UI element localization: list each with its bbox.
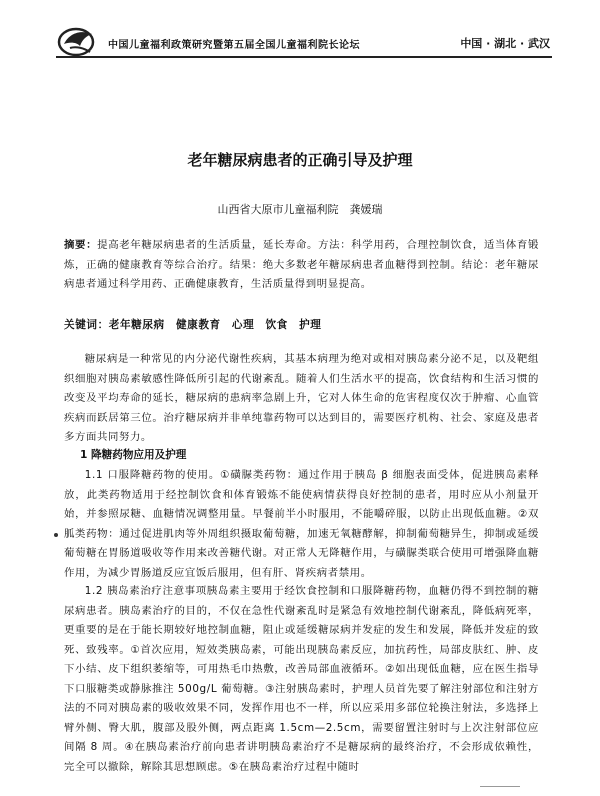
keywords-label: 关键词： <box>64 319 109 331</box>
article-title: 老年糖尿病患者的正确引导及护理 <box>187 151 413 169</box>
section-paragraph-insulin: 1.2 胰岛素治疗注意事项胰岛素主要用于经饮食控制和口服降糖药物，血糖仍得不到控制的糖尿病患者。胰岛素治疗的目的，不仅在急性代谢紊乱时是紧急有效地控制代谢紊乱，降低病死率，更重要的是在于能长期较好地控制血糖，阻止或延缓糖尿病并发症的发生和发展，降低并发症的致死、致残率。①首次应用，短效类胰岛素，可能出现胰岛素反应，加抗药性，局部皮肤红、肿、皮下小结、皮下组织萎缩等，可用热毛巾热敷，改善局部血液循环。②如出现低血糖，应在医生指导下口服糖类或静脉推注 500g/L 葡萄糖。③注射胰岛素时，护理人员首先要了解注射部位和注射方法的不同对胰岛素的吸收效果不同，发挥作用也不一样，所以应采用多部位轮换注射法，多选择上臂外侧、臀大肌，腹部及股外侧，两点距离 1.5cm—2.5cm，需要留置注射时与上次注射部位应间隔 8 周。④在胰岛素治疗前向患者讲明胰岛素治疗不是糖尿病的最终治疗，不会形成依赖性，完全可以撤除，解除其思想顾虑。⑤在胰岛素治疗过程中随时 <box>64 585 539 773</box>
page-header <box>56 30 556 56</box>
header-divider <box>56 56 552 58</box>
conference-title: 中国儿童福利政策研究暨第五届全国儿童福利院长论坛 <box>108 40 360 51</box>
section-heading: 1 降糖药物应用及护理 <box>80 449 187 461</box>
keywords <box>64 316 539 336</box>
keywords-text: 老年糖尿病 健康教育 心理 饮食 护理 <box>108 319 322 331</box>
abstract-label: 摘要： <box>64 239 98 251</box>
abstract-text: 提高老年糖尿病患者的生活质量，延长寿命。方法：科学用药，合理控制饮食，适当体育锻炼，正确的健康教育等综合治疗。结果：绝大多数老年糖尿病患者血糖得到控制。结论：老年糖尿病患者通过科学用药、正确健康教育，生活质量得到明显提高。 <box>64 239 539 290</box>
dove-bird-logo-icon <box>56 24 100 58</box>
page-footer-mark <box>480 786 520 793</box>
conference-location: 中国 · 湖北 · 武汉 <box>460 37 550 50</box>
margin-mark <box>54 533 58 537</box>
section-paragraph-oral-drugs: 1.1 口服降糖药物的使用。①磺脲类药物：通过作用于胰岛 β 细胞表面受体，促进胰岛素释放，此类药物适用于经控制饮食和体育锻炼不能使病情获得良好控制的患者，用时应从小剂量开始，并参照尿糖、血糖情况调整用量。早餐前半小时服用，不能嚼碎服，以防止出现低血糖。②双胍类药物：通过促进肌肉等外周组织摄取葡萄糖，加速无氧糖酵解，抑制葡萄糖异生，抑制或延缓葡萄糖在胃肠道吸收等作用来改善糖代谢。对正常人无降糖作用，与磺脲类联合使用可增强降血糖作用，为减少胃肠道反应宜饭后服用，但有肝、肾疾病者禁用。 <box>64 469 539 579</box>
intro-paragraph: 糖尿病是一种常见的内分泌代谢性疾病，其基本病理为绝对或相对胰岛素分泌不足，以及靶组织细胞对胰岛素敏感性降低所引起的代谢紊乱。随着人们生活水平的提高，饮食结构和生活习惯的改变及平均寿命的延长，糖尿病的患病率急剧上升，它对人体生命的危害程度仅次于肿瘤、心血管疾病而跃居第三位。治疗糖尿病并非单纯靠药物可以达到目的，需要医疗机构、社会、家庭及患者多方面共同努力。 <box>64 353 539 443</box>
author-affiliation: 山西省大原市儿童福利院 龚媛瑞 <box>217 203 383 216</box>
abstract <box>64 236 539 295</box>
